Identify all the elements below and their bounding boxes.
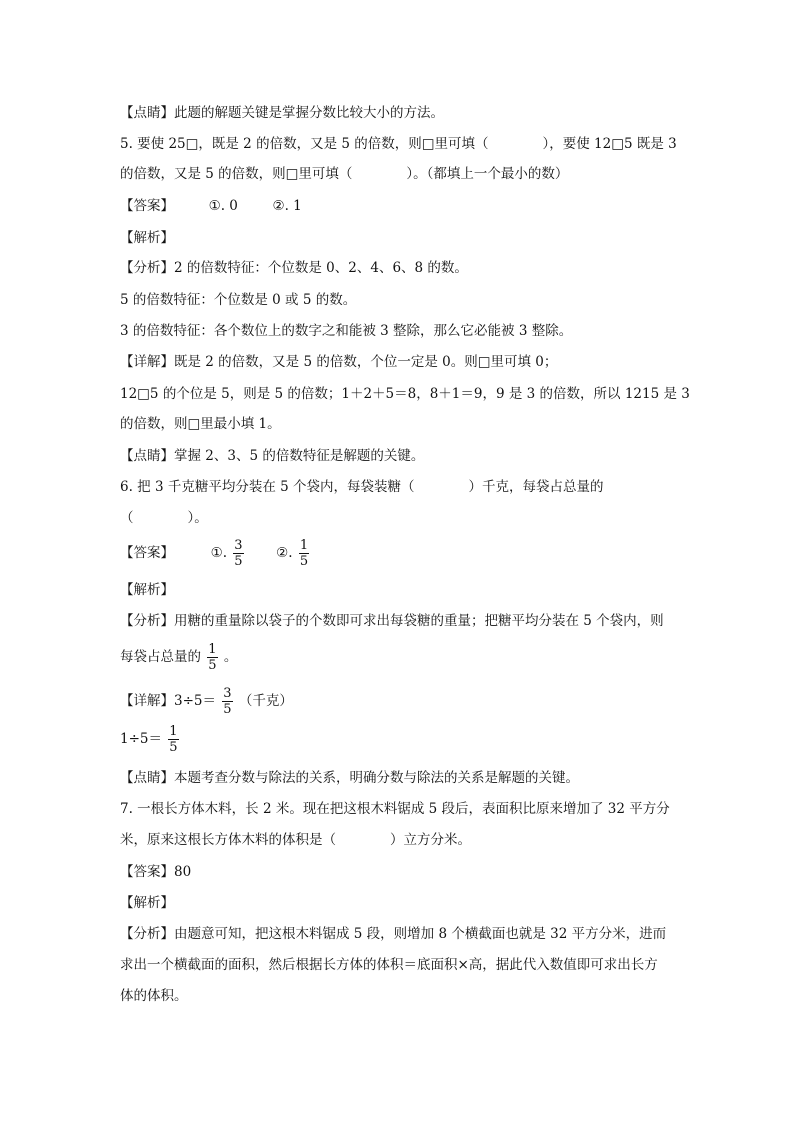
detail-6b: 1÷5＝ $\frac{1}{5}$ [120,724,178,755]
line-6: 5 的倍数特征：个位数是 0 或 5 的数。 [120,292,357,308]
answer-2: ②. 1 [272,198,302,214]
line-18: 米，原来这根长方体木料的体积是（ ）立方分米。 [120,832,471,848]
line-9: 12□5 的个位是 5，则是 5 的倍数；1＋2＋5＝8，8＋1＝9，9 是 3 的倍数，所以 1215 是 3 [120,386,690,402]
line-21: 【分析】由题意可知，把这根木料锯成 5 段，则增加 8 个横截面也就是 32 平方分米，进而 [120,926,667,942]
line-3: 的倍数，又是 5 的倍数，则□里可填（ ）。（都填上一个最小的数） [120,166,569,182]
line-8: 【详解】既是 2 的倍数，又是 5 的倍数，个位一定是 0。则□里可填 0； [120,354,558,370]
line-13: （ ）。 [120,510,208,526]
fraction-1-5: $\frac{1}{5}$ [208,642,217,673]
detail-6: 【详解】3÷5＝ $\frac{3}{5}$ （千克） [120,686,293,717]
fraction-line: 每袋占总量的 $\frac{1}{5}$ 。 [120,642,238,673]
fraction-1-5: $\frac{1}{5}$ [299,538,309,569]
line-22: 求出一个横截面的面积，然后根据长方体的体积＝底面积×高，据此代入数值即可求出长方 [120,957,658,973]
line-4: 【解析】 [120,230,174,246]
fraction-3-5: $\frac{3}{5}$ [234,538,243,569]
line-2: 5. 要使 25□，既是 2 的倍数，又是 5 的倍数，则□里可填（ ），要使 12□5 既是 3 [120,136,677,152]
line-23: 体的体积。 [120,988,188,1004]
line-17: 7. 一根长方体木料，长 2 米。现在把这根木料锯成 5 段后，表面积比原来增加了 32 平方分 [120,801,670,817]
answer-2-prefix: ②. [276,545,293,561]
line-19: 【答案】80 [120,864,192,880]
line-1: 【点睛】此题的解题关键是掌握分数比较大小的方法。 [120,105,444,121]
line-11: 【点睛】掌握 2、3、5 的倍数特征是解题的关键。 [120,448,425,464]
line-20: 【解析】 [120,895,174,911]
answer-label: 【答案】 [120,198,174,214]
answer-6 [120,536,311,570]
line-5: 【分析】2 的倍数特征：个位数是 0、2、4、6、8 的数。 [120,260,468,276]
line-16: 【点睛】本题考查分数与除法的关系，明确分数与除法的关系是解题的关键。 [120,770,579,786]
line-15: 【分析】用糖的重量除以袋子的个数即可求出每袋糖的重量；把糖平均分装在 5 个袋内，则 [120,613,664,629]
answer-label: 【答案】 [120,545,174,561]
line-14: 【解析】 [120,582,174,598]
line-12: 6. 把 3 千克糖平均分装在 5 个袋内，每袋装糖（ ）千克，每袋占总量的 [120,479,604,495]
line-7: 3 的倍数特征：各个数位上的数字之和能被 3 整除，那么它必能被 3 整除。 [120,323,573,339]
fraction-1-5: $\frac{1}{5}$ [169,724,178,755]
line-10: 的倍数，则□里最小填 1。 [120,416,281,432]
answer-1: ①. 0 [208,198,238,214]
answer-1-prefix: ①. [210,545,227,561]
answer-5 [120,196,302,216]
fraction-3-5: $\frac{3}{5}$ [223,686,232,717]
